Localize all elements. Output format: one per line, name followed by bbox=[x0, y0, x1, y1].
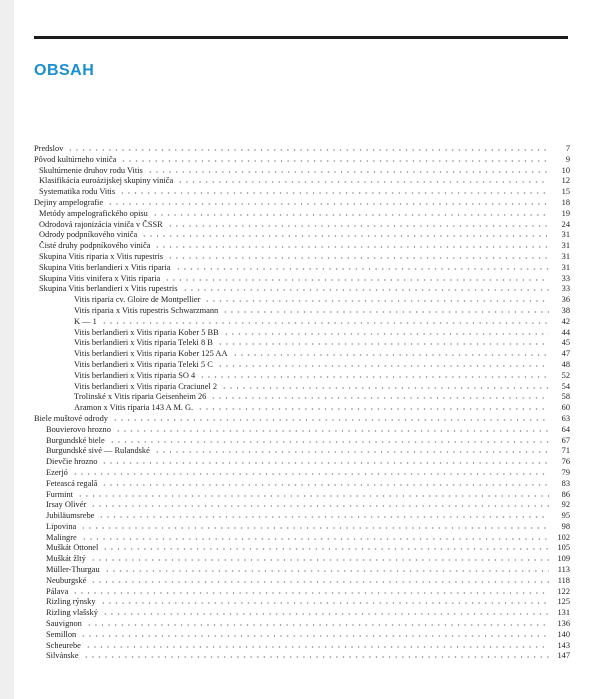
dot-leader bbox=[102, 613, 549, 615]
toc-entry[interactable] bbox=[34, 209, 570, 220]
toc-entry-label: Trolinské x Vitis riparia Geisenheim 26 bbox=[74, 392, 207, 402]
toc-entry-page-number: 9 bbox=[565, 154, 570, 164]
dot-leader bbox=[100, 602, 549, 604]
dot-leader bbox=[81, 538, 549, 540]
dot-leader bbox=[77, 495, 549, 497]
toc-entry-label: Rizling rýnsky bbox=[46, 597, 96, 607]
toc-entry-label: Vitis berlandieri x Vitis riparia Teleki 8 B bbox=[74, 338, 213, 348]
toc-entry[interactable] bbox=[34, 252, 570, 263]
dot-leader bbox=[72, 473, 549, 475]
toc-entry-label: Systematika rodu Vitis bbox=[39, 187, 116, 197]
toc-entry-page-number: 125 bbox=[557, 597, 570, 607]
toc-entry-label: Vitis berlandieri x Vitis riparia Kober 5 BB bbox=[74, 327, 219, 337]
toc-entry[interactable] bbox=[34, 500, 570, 511]
toc-entry-label: Skultúrnenie druhov rodu Vitis bbox=[39, 165, 143, 175]
toc-entry-label: Pálava bbox=[46, 586, 69, 596]
toc-entry-page-number: 95 bbox=[561, 511, 570, 521]
toc-entry-label: Vitis berlandieri x Vitis riparia Teleki 5 C bbox=[74, 359, 213, 369]
toc-entry-label: Scheurebe bbox=[46, 640, 81, 650]
toc-entry-label: Biele muštové odrody bbox=[34, 413, 108, 423]
dot-leader bbox=[86, 624, 549, 626]
toc-entry-label: Rizling vlašský bbox=[46, 608, 98, 618]
dot-leader bbox=[154, 246, 549, 248]
toc-entry-page-number: 42 bbox=[561, 316, 570, 326]
toc-entry-label: Jubiläumsrebe bbox=[46, 511, 95, 521]
toc-entry[interactable] bbox=[34, 155, 570, 166]
page-edge-shadow bbox=[0, 0, 14, 699]
toc-entry-page-number: 45 bbox=[561, 338, 570, 348]
dot-leader bbox=[232, 354, 549, 356]
toc-entry-page-number: 44 bbox=[561, 327, 570, 337]
toc-entry-page-number: 140 bbox=[557, 629, 570, 639]
toc-entry-label: Pôvod kultúrneho viniča bbox=[34, 154, 117, 164]
toc-entry-label: Sauvignon bbox=[46, 619, 82, 629]
toc-entry[interactable] bbox=[34, 403, 570, 414]
toc-entry-page-number: 60 bbox=[561, 403, 570, 413]
toc-entry-page-number: 38 bbox=[561, 305, 570, 315]
header-rule bbox=[34, 36, 568, 39]
toc-entry-label: Vitis berlandieri x Vitis riparia Kober 125 AA bbox=[74, 349, 228, 359]
toc-entry-label: Burgundské biele bbox=[46, 435, 105, 445]
toc-entry[interactable] bbox=[34, 338, 570, 349]
dot-leader bbox=[175, 268, 550, 270]
toc-entry[interactable] bbox=[34, 414, 570, 425]
toc-entry[interactable] bbox=[34, 425, 570, 436]
toc-entry-page-number: 64 bbox=[561, 424, 570, 434]
toc-entry[interactable] bbox=[34, 490, 570, 501]
toc-entry-label: Odrodová rajonizácia viniča v ČSSR bbox=[39, 219, 163, 229]
dot-leader bbox=[85, 646, 549, 648]
dot-leader bbox=[119, 192, 549, 194]
dot-leader bbox=[152, 214, 549, 216]
toc-entry[interactable] bbox=[34, 360, 570, 371]
toc-entry-page-number: 48 bbox=[561, 359, 570, 369]
toc-entry[interactable] bbox=[34, 619, 570, 630]
toc-entry-label: Skupina Vitis berlandieri x Vitis rupestris bbox=[39, 284, 178, 294]
toc-entry-page-number: 58 bbox=[561, 392, 570, 402]
toc-entry[interactable] bbox=[34, 187, 570, 198]
toc-entry[interactable] bbox=[34, 392, 570, 403]
toc-entry[interactable] bbox=[34, 241, 570, 252]
toc-entry[interactable] bbox=[34, 511, 570, 522]
toc-entry-page-number: 54 bbox=[561, 381, 570, 391]
toc-entry-page-number: 7 bbox=[565, 144, 570, 153]
toc-entry-label: K — 1 bbox=[74, 316, 97, 326]
toc-entry-page-number: 63 bbox=[561, 413, 570, 423]
dot-leader bbox=[90, 505, 549, 507]
toc-entry-label: Neuburgské bbox=[46, 575, 87, 585]
toc-entry[interactable] bbox=[34, 295, 570, 306]
toc-entry[interactable] bbox=[34, 382, 570, 393]
toc-entry-label: Dejiny ampelografie bbox=[34, 197, 104, 207]
toc-entry-label: Vitis berlandieri x Vitis riparia Craciunel 2 bbox=[74, 381, 218, 391]
toc-entry-page-number: 67 bbox=[561, 435, 570, 445]
toc-entry[interactable] bbox=[34, 457, 570, 468]
toc-entry-page-number: 31 bbox=[561, 230, 570, 240]
toc-entry-page-number: 122 bbox=[557, 586, 570, 596]
dot-leader bbox=[223, 333, 549, 335]
toc-entry[interactable] bbox=[34, 446, 570, 457]
toc-entry[interactable] bbox=[34, 328, 570, 339]
toc-entry[interactable] bbox=[34, 522, 570, 533]
toc-entry-label: Muškát žltý bbox=[46, 554, 86, 564]
toc-entry[interactable] bbox=[34, 576, 570, 587]
toc-entry[interactable] bbox=[34, 641, 570, 652]
toc-entry-label: Lipovina bbox=[46, 521, 77, 531]
toc-entry-page-number: 33 bbox=[561, 273, 570, 283]
toc-entry[interactable] bbox=[34, 565, 570, 576]
dot-leader bbox=[101, 462, 549, 464]
toc-entry-page-number: 52 bbox=[561, 370, 570, 380]
toc-entry[interactable] bbox=[34, 608, 570, 619]
dot-leader bbox=[80, 635, 549, 637]
toc-entry[interactable] bbox=[34, 533, 570, 544]
table-of-contents bbox=[34, 144, 570, 662]
toc-entry-page-number: 102 bbox=[557, 532, 570, 542]
toc-entry-label: Silvánske bbox=[46, 651, 79, 661]
dot-leader bbox=[104, 570, 549, 572]
toc-entry[interactable] bbox=[34, 317, 570, 328]
toc-entry[interactable] bbox=[34, 230, 570, 241]
dot-leader bbox=[154, 451, 549, 453]
dot-leader bbox=[199, 376, 549, 378]
toc-entry-page-number: 92 bbox=[561, 500, 570, 510]
toc-entry-label: Furmint bbox=[46, 489, 73, 499]
toc-entry-page-number: 19 bbox=[561, 208, 570, 218]
toc-entry-page-number: 36 bbox=[561, 295, 570, 305]
dot-leader bbox=[222, 311, 549, 313]
toc-entry-page-number: 15 bbox=[561, 187, 570, 197]
toc-entry-page-number: 86 bbox=[561, 489, 570, 499]
dot-leader bbox=[210, 397, 549, 399]
toc-entry-label: Malingre bbox=[46, 532, 77, 542]
toc-entry-label: Odrody podpníkového viniča bbox=[39, 230, 138, 240]
toc-entry-page-number: 31 bbox=[561, 241, 570, 251]
toc-entry-label: Skupina Vitis berlandieri x Vitis riparia bbox=[39, 262, 171, 272]
dot-leader bbox=[167, 257, 549, 259]
dot-leader bbox=[204, 300, 549, 302]
dot-leader bbox=[197, 408, 549, 410]
dot-leader bbox=[90, 559, 549, 561]
toc-entry-page-number: 12 bbox=[561, 176, 570, 186]
toc-entry-label: Skupina Vitis riparia x Vitis rupestris bbox=[39, 251, 164, 261]
toc-entry-page-number: 18 bbox=[561, 197, 570, 207]
toc-entry-page-number: 33 bbox=[561, 284, 570, 294]
dot-leader bbox=[141, 235, 549, 237]
toc-entry-label: Feteascá regală bbox=[46, 478, 98, 488]
dot-leader bbox=[217, 343, 549, 345]
toc-entry-page-number: 147 bbox=[557, 651, 570, 661]
toc-entry-label: Vitis berlandieri x Vitis riparia SO 4 bbox=[74, 370, 196, 380]
page-title: OBSAH bbox=[34, 62, 95, 79]
toc-entry[interactable] bbox=[34, 436, 570, 447]
toc-entry[interactable] bbox=[34, 198, 570, 209]
toc-entry[interactable] bbox=[34, 220, 570, 231]
toc-entry[interactable] bbox=[34, 651, 570, 662]
toc-entry-label: Ezerjó bbox=[46, 467, 68, 477]
toc-entry-page-number: 24 bbox=[561, 219, 570, 229]
dot-leader bbox=[217, 365, 549, 367]
dot-leader bbox=[98, 516, 549, 518]
toc-entry[interactable] bbox=[34, 543, 570, 554]
toc-entry[interactable] bbox=[34, 284, 570, 295]
toc-entry-label: Irsay Olivér bbox=[46, 500, 87, 510]
dot-leader bbox=[80, 527, 549, 529]
toc-entry-label: Čisté druhy podpníkového viniča bbox=[39, 241, 151, 251]
toc-entry-label: Bouvierovo hrozno bbox=[46, 424, 111, 434]
toc-entry[interactable] bbox=[34, 263, 570, 274]
toc-entry[interactable] bbox=[34, 371, 570, 382]
toc-entry-page-number: 71 bbox=[561, 446, 570, 456]
toc-entry-label: Klasifikácia euroázijskej skupiny viniča bbox=[39, 176, 174, 186]
toc-entry-label: Vitis riparia x Vitis rupestris Schwarzmann bbox=[74, 305, 219, 315]
dot-leader bbox=[115, 430, 549, 432]
dot-leader bbox=[147, 171, 549, 173]
toc-entry-page-number: 31 bbox=[561, 262, 570, 272]
toc-entry-page-number: 105 bbox=[557, 543, 570, 553]
toc-entry-label: Muškát Ottonel bbox=[46, 543, 99, 553]
toc-entry[interactable] bbox=[34, 597, 570, 608]
toc-entry[interactable] bbox=[34, 554, 570, 565]
toc-entry[interactable] bbox=[34, 166, 570, 177]
toc-entry-page-number: 79 bbox=[561, 467, 570, 477]
toc-entry-label: Skupina Vitis vinifera x Vitis riparia bbox=[39, 273, 161, 283]
dot-leader bbox=[102, 548, 549, 550]
dot-leader bbox=[112, 419, 549, 421]
dot-leader bbox=[167, 225, 549, 227]
dot-leader bbox=[109, 441, 549, 443]
toc-entry-page-number: 98 bbox=[561, 521, 570, 531]
dot-leader bbox=[182, 289, 550, 291]
toc-entry-label: Vitis riparia cv. Gloire de Montpellier bbox=[74, 295, 201, 305]
toc-entry[interactable] bbox=[34, 468, 570, 479]
toc-entry-label: Semillon bbox=[46, 629, 77, 639]
dot-leader bbox=[221, 387, 549, 389]
toc-entry-page-number: 31 bbox=[561, 251, 570, 261]
dot-leader bbox=[120, 160, 549, 162]
toc-entry-label: Aramon x Vitis riparia 143 A M. G. bbox=[74, 403, 194, 413]
toc-entry-page-number: 113 bbox=[557, 565, 570, 575]
toc-entry-page-number: 47 bbox=[561, 349, 570, 359]
toc-entry[interactable] bbox=[34, 274, 570, 285]
dot-leader bbox=[101, 484, 549, 486]
toc-entry[interactable] bbox=[34, 144, 570, 155]
toc-entry-page-number: 136 bbox=[557, 619, 570, 629]
toc-entry[interactable] bbox=[34, 176, 570, 187]
toc-entry-label: Predslov bbox=[34, 144, 64, 153]
toc-entry[interactable] bbox=[34, 587, 570, 598]
toc-entry[interactable] bbox=[34, 479, 570, 490]
toc-entry-label: Müller-Thurgau bbox=[46, 565, 100, 575]
toc-entry-page-number: 83 bbox=[561, 478, 570, 488]
toc-entry[interactable] bbox=[34, 306, 570, 317]
toc-entry-page-number: 109 bbox=[557, 554, 570, 564]
toc-entry-label: Burgundské sivé — Rulandské bbox=[46, 446, 150, 456]
toc-entry-label: Dievčie hrozno bbox=[46, 457, 98, 467]
toc-entry-page-number: 76 bbox=[561, 457, 570, 467]
dot-leader bbox=[67, 149, 549, 151]
toc-entry-page-number: 10 bbox=[561, 165, 570, 175]
dot-leader bbox=[164, 279, 549, 281]
dot-leader bbox=[101, 322, 549, 324]
dot-leader bbox=[107, 203, 549, 205]
toc-entry[interactable] bbox=[34, 630, 570, 641]
toc-entry-page-number: 143 bbox=[557, 640, 570, 650]
toc-entry-page-number: 118 bbox=[557, 575, 570, 585]
dot-leader bbox=[90, 581, 549, 583]
dot-leader bbox=[83, 656, 549, 658]
toc-entry-label: Metódy ampelografického opisu bbox=[39, 208, 148, 218]
dot-leader bbox=[177, 181, 549, 183]
toc-entry[interactable] bbox=[34, 349, 570, 360]
dot-leader bbox=[72, 592, 549, 594]
toc-entry-page-number: 131 bbox=[557, 608, 570, 618]
